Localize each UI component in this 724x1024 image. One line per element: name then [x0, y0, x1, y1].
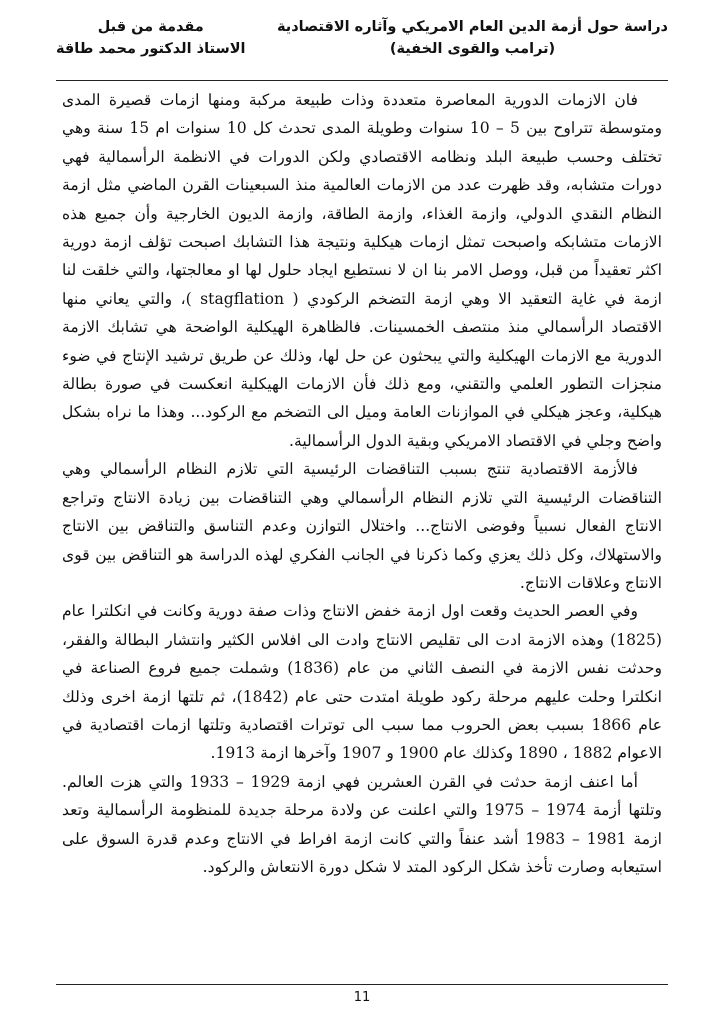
paragraph-1: فان الازمات الدورية المعاصرة متعددة وذات طبيعة مركبة ومنها ازمات قصيرة المدى ومتوسطة تتراوح بين 5 – 10 سنوات وطويلة المدى تحدث كل 10 سنوات ام 15 سنة وهي تختلف وحسب طبيعة البلد ونظامه الاقتصادي ولكن الدورات في الانظمة الرأسمالية فهي دورات متشابه، وقد ظهرت عدد من الازمات العالمية منذ السبعينات القرن الماضي مثل ازمة النظام النقدي الدولي، وازمة الغذاء، وازمة الطاقة، وازمة الديون الخارجية وأن جميع هذه الازمات متشابكه واصبحت تمثل ازمات هيكلية ونتيجة هذا التشابك اصبحت تؤلف ازمة دورية اكثر تعقيداً من قبل، ووصل الامر بنا ان لا نستطيع ايجاد حلول لها او معالجتها، والتي خلقت لنا ازمة في غاية التعقيد الا وهي ازمة التضخم الركودي ( stagflation )، والتي يعاني منها الاقتصاد الرأسمالي منذ منتصف الخمسينات. فالظاهرة الهيكلية الواضحة هي تشابك الازمة الدورية مع الازمات الهيكلية والتي يبحثون عن حل لها، وذلك عن طريق ترشيد الإنتاج في ضوء منجزات التطور العلمي والتقني، ومع ذلك فأن الازمات الهيكلية انعكست في صورة بطالة هيكلية، وعجز هيكلي في الموازنات العامة وميل الى التضخم مع الركود... وهذا ما نراه بشكل واضح وجلي في الاقتصاد الامريكي وبقية الدول الرأسمالية. [62, 91, 663, 450]
author-intro: مقدمة من قبل [97, 19, 204, 35]
author-name: الاستاذ الدكتور محمد طاقة [56, 41, 246, 57]
paragraph-2: فالأزمة الاقتصادية تنتج بسبب التناقضات الرئيسية التي تلازم النظام الرأسمالي وهي التناقضات الرئيسية التي تلازم النظام الرأسمالي وهي التناقضات بين زيادة الانتاج وتراجع الانتاج الفعال نسبياً وفوضى الانتاج... واختلال التوازن وعدم التناسق والتناقض بين الانتاج والاستهلاك، وكل ذلك يعزي وكما ذكرنا في الجانب الفكري لهذه الدراسة هو التناقض بين قوى الانتاج وعلاقات الانتاج. [62, 460, 662, 592]
page-header [56, 16, 668, 80]
document-title-block [277, 16, 668, 60]
paragraph-3: وفي العصر الحديث وقعت اول ازمة خفض الانتاج وذات صفة دورية وكانت في انكلترا عام (1825) وهذه الازمة ادت الى تقليص الانتاج وادت الى افلاس الكثير وانتشار البطالة والفقر، وحدثت نفس الازمة في النصف الثاني من عام (1836) وشملت جميع فروع الصناعة في انكلترا وحلت عليهم مرحلة ركود طويلة امتدت حتى عام (1842)، ثم تلتها ازمة اخرى وذلك عام 1866 بسبب بعض الحروب مما سبب الى توترات اقتصادية وتلتها ازمات اقتصادية في الاعوام 1882 ، 1890 وكذلك عام 1900 و 1907 وآخرها ازمة 1913. [62, 602, 663, 763]
footer-divider [56, 984, 668, 985]
paragraph-4: أما اعنف ازمة حدثت في القرن العشرين فهي ازمة 1929 – 1933 والتي هزت العالم. وتلتها أزمة 1974 – 1975 والتي اعلنت عن ولادة مرحلة جديدة للمنظومة الرأسمالية وتعد ازمة 1981 – 1983 أشد عنفاً والتي كانت ازمة افراط في الانتاج وعدم قدرة السوق على استيعابه وصارت تأخذ شكل الركود المتد لا شكل دورة الانتعاش والركود. [62, 772, 662, 876]
header-divider [56, 80, 668, 81]
document-title: دراسة حول أزمة الدين العام الامريكي وآثاره الاقتصادية [277, 19, 668, 35]
author-block [56, 16, 245, 60]
document-subtitle: (ترامب والقوى الخفية) [389, 41, 556, 57]
document-body [62, 86, 662, 881]
page-number: 11 [353, 990, 371, 1005]
